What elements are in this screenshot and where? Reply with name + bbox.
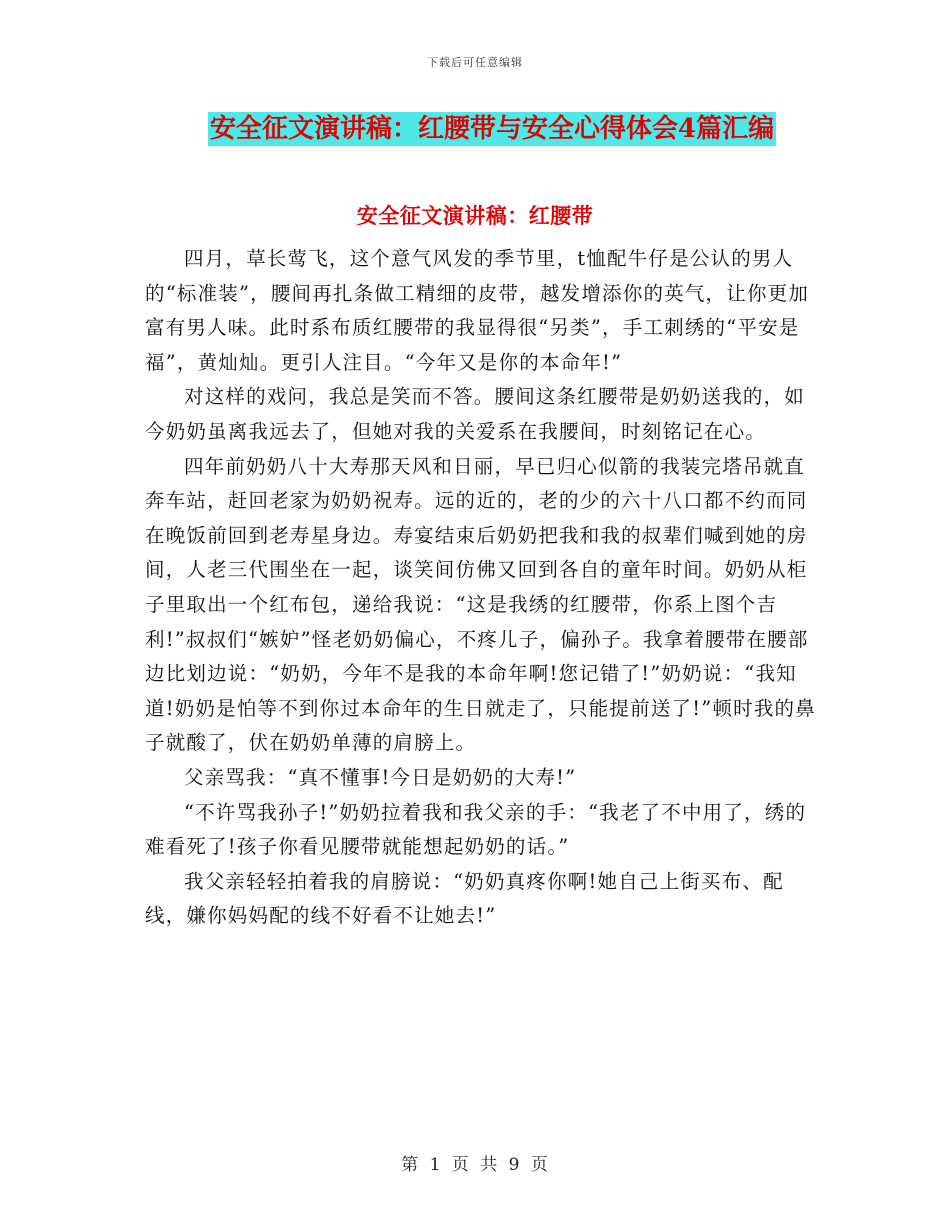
paragraph: 对这样的戏问，我总是笑而不答。腰间这条红腰带是奶奶送我的，如今奶奶虽离我远去了，但她对我的关爱系在我腰间，时刻铭记在心。	[145, 385, 806, 443]
footer-mid2: 共	[480, 1155, 499, 1175]
header-note: 下载后可任意编辑	[427, 56, 523, 69]
paragraph: 四年前奶奶八十大寿那天风和日丽，早已归心似箭的我装完塔吊就直奔车站，赶回老家为奶奶祝寿。远的近的，老的少的六十八口都不约而同在晚饭前回到老寿星身边。寿宴结束后奶奶把我和我的叔辈们喊到她的房间，人老三代围坐在一起，谈笑间仿佛又回到各自的童年时间。奶奶从柜子里取出一个红布包，递给我说：“这是我绣的红腰带，你系上图个吉利!”叔叔们“嫉妒”怪老奶奶偏心，不疼儿子，偏孙子。我拿着腰带在腰部边比划边说：“奶奶，今年不是我的本命年啊!您记错了!”奶奶说：“我知道!奶奶是怕等不到你过本命年的生日就走了，只能提前送了!”顿时我的鼻子就酸了，伏在奶奶单薄的肩膀上。	[145, 454, 816, 755]
paragraph: 四月，草长莺飞，这个意气风发的季节里，t恤配牛仔是公认的男人的“标准装”，腰间再扎条做工精细的皮带，越发增添你的英气，让你更加富有男人味。此时系布质红腰带的我显得很“另类”，手工刺绣的“平安是福”，黄灿灿。更引人注目。“今年又是你的本命年!”	[145, 247, 810, 374]
page-footer	[0, 1150, 950, 1175]
page-total: 9	[508, 1155, 521, 1175]
footer-suffix: 页	[530, 1155, 549, 1175]
article-body	[145, 242, 825, 934]
section-title: 安全征文演讲稿：红腰带	[356, 203, 594, 228]
paragraph: 我父亲轻轻拍着我的肩膀说：“奶奶真疼你啊!她自己上街买布、配线，嫌你妈妈配的线不好看不让她去!”	[145, 869, 784, 928]
page-number: 1	[429, 1155, 442, 1175]
paragraph: 父亲骂我：“真不懂事!今日是奶奶的大寿!”	[184, 765, 577, 789]
footer-prefix: 第	[401, 1155, 420, 1175]
document-title: 安全征文演讲稿：红腰带与安全心得体会4篇汇编	[210, 114, 775, 144]
footer-mid1: 页	[451, 1155, 470, 1175]
paragraph: “不许骂我孙子!”奶奶拉着我和我父亲的手：“我老了不中用了，绣的难看死了!孩子你看见腰带就能想起奶奶的话。”	[145, 800, 807, 859]
